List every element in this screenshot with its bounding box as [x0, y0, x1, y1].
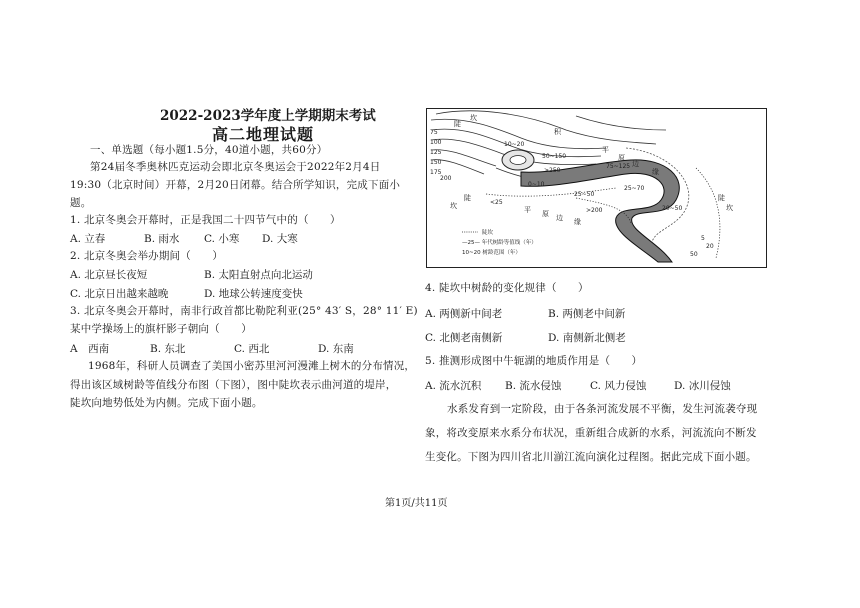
passage2-line-1: 1968年，科研人员调查了美国小密苏里河河漫滩上树木的分布情况，: [88, 360, 416, 372]
contour-label: 0~10: [528, 181, 545, 188]
map-label: 积: [554, 128, 561, 136]
section-heading: 一、单选题（每小题1.5分，40道小题，共60分）: [90, 144, 328, 156]
q2-option-d[interactable]: D. 地球公转速度变快: [204, 288, 303, 300]
contour-label: 20~50: [662, 205, 683, 212]
map-label: 缘: [652, 168, 659, 176]
q4-stem: 4. 陡坎中树龄的变化规律（ ）: [425, 282, 589, 294]
contour-label: 25~50: [574, 191, 595, 198]
q2-stem: 2. 北京冬奥会举办期间（ ）: [70, 250, 224, 262]
contour-label: >250: [544, 167, 561, 174]
q3-option-a[interactable]: A 西南: [70, 343, 110, 355]
map-label: 陡: [464, 194, 471, 202]
map-label: 原: [542, 210, 549, 218]
passage3-line-3: 生变化。下图为四川省北川湔江流向演化过程图。据此完成下面小题。: [425, 451, 757, 463]
contour-label: 200: [440, 175, 452, 182]
contour-label: 100: [430, 139, 442, 146]
contour-label: <25: [490, 199, 503, 206]
passage3-line-2: 象，将改变原来水系分布状况，重新组合成新的水系，河流流向不断发: [425, 427, 757, 439]
q4-option-b[interactable]: B. 两侧老中间新: [548, 308, 626, 320]
contour-label: 125: [430, 149, 442, 156]
contour-label: 150: [430, 159, 442, 166]
q1-option-c[interactable]: C. 小寒: [204, 233, 240, 245]
q5-stem: 5. 推测形成图中牛轭湖的地质作用是（ ）: [425, 355, 643, 367]
passage3-line-1: 水系发育到一定阶段，由于各条河流发展不平衡，发生河流袭夺现: [447, 403, 758, 415]
map-label: 平: [524, 206, 531, 214]
contour-label: 75~125: [606, 163, 631, 170]
q2-option-b[interactable]: B. 太阳直射点向北运动: [204, 269, 313, 281]
q5-option-d[interactable]: D. 冰川侵蚀: [674, 380, 731, 392]
q3-stem-line1: 3. 北京冬奥会开幕时，南非行政首都比勒陀利亚(25° 43′ S，28° 11′ E): [70, 305, 418, 317]
map-label: 边: [632, 160, 639, 168]
contour-label: 10~20: [504, 141, 525, 148]
map-label: 原: [618, 154, 625, 162]
q1-option-b[interactable]: B. 雨水: [144, 233, 180, 245]
contour-label: >200: [586, 207, 603, 214]
map-label: 缘: [574, 218, 581, 226]
tree-age-isoline-map: [426, 108, 767, 268]
map-label: 边: [556, 214, 563, 222]
q5-option-b[interactable]: B. 流水侵蚀: [505, 380, 562, 392]
passage2-line-2: 得出该区域树龄等值线分布图（下图），图中陡坎表示曲河道的堤岸，: [70, 379, 397, 391]
map-label: 坎: [470, 114, 477, 122]
map-label: 平: [602, 146, 609, 154]
intro-line-2: 19:30（北京时间）开幕，2月20日闭幕。结合所学知识，完成下面小: [70, 179, 401, 191]
q1-option-d[interactable]: D. 大寒: [262, 233, 298, 245]
contour-label: 75: [430, 129, 438, 136]
q4-option-a[interactable]: A. 两侧新中间老: [425, 308, 503, 320]
contour-label: 5: [701, 235, 705, 242]
q3-stem-line2: 某中学操场上的旗杆影子朝向（ ）: [70, 323, 252, 335]
intro-line-3: 题。: [70, 197, 92, 209]
legend-steep: 陡坎: [482, 230, 494, 236]
contour-label: 50: [690, 251, 698, 258]
q4-option-c[interactable]: C. 北侧老南侧新: [425, 332, 503, 344]
q3-option-b[interactable]: B. 东北: [150, 343, 186, 355]
q4-option-d[interactable]: D. 南侧新北侧老: [548, 332, 626, 344]
contour-label: 50~150: [542, 153, 567, 160]
intro-line-1: 第24届冬季奥林匹克运动会即北京冬奥运会于2022年2月4日: [90, 161, 381, 173]
map-label: 坎: [450, 202, 457, 210]
map-label: 陡: [454, 120, 461, 128]
subject-title: 高二地理试题: [212, 125, 315, 144]
q2-option-a[interactable]: A. 北京昼长夜短: [70, 269, 148, 281]
map-label: 陡: [718, 194, 725, 202]
legend-isoline: —25— 年代树龄等值线（年）: [462, 240, 537, 246]
legend-range: 10~20 树龄范围（年）: [462, 250, 521, 256]
q1-stem: 1. 北京冬奥会开幕时，正是我国二十四节气中的（ ）: [70, 214, 341, 226]
exam-title: 2022-2023学年度上学期期末考试: [160, 108, 376, 124]
q3-option-d[interactable]: D. 东南: [318, 343, 354, 355]
q2-option-c[interactable]: C. 北京日出越来越晚: [70, 288, 169, 300]
q5-option-c[interactable]: C. 风力侵蚀: [590, 380, 647, 392]
contour-label: 25~70: [624, 185, 645, 192]
contour-label: 20: [706, 243, 714, 250]
contour-label: 175: [430, 169, 442, 176]
q3-option-c[interactable]: C. 西北: [234, 343, 270, 355]
q5-option-a[interactable]: A. 流水沉积: [425, 380, 482, 392]
q1-option-a[interactable]: A. 立春: [70, 233, 106, 245]
passage2-line-3: 陡坎向地势低处为内侧。完成下面小题。: [70, 397, 263, 409]
map-label: 坎: [726, 204, 733, 212]
page-number: 第1页/共11页: [385, 498, 448, 509]
